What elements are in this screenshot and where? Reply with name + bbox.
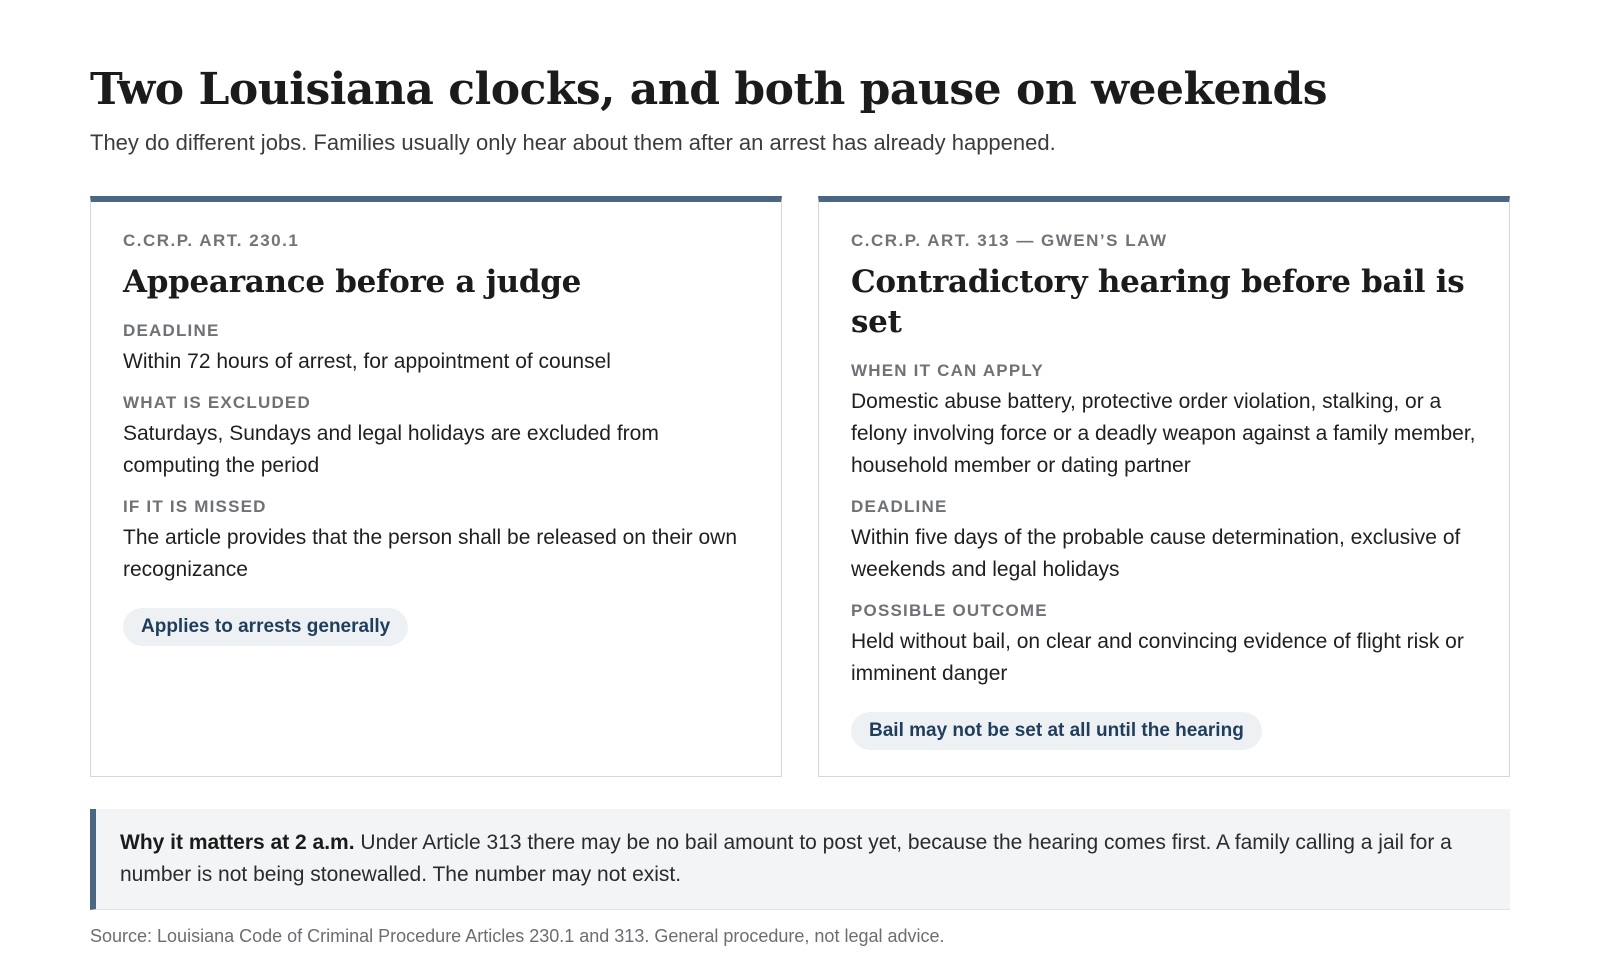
card-art-313 (818, 196, 1510, 777)
section-value-outcome: Held without bail, on clear and convincing evidence of flight risk or imminent danger (851, 630, 1464, 685)
cards-row (90, 196, 1510, 777)
section-label-deadline: DEADLINE (123, 321, 220, 340)
why-it-matters-callout (90, 809, 1510, 910)
section-label-excluded: WHAT IS EXCLUDED (123, 393, 311, 412)
card-kicker: C.CR.P. ART. 313 — GWEN’S LAW (851, 231, 1168, 250)
section-label-when: WHEN IT CAN APPLY (851, 361, 1044, 380)
card-title: Contradictory hearing before bail is set (851, 264, 1465, 340)
section-label-deadline: DEADLINE (851, 497, 948, 516)
section-value-missed: The article provides that the person shall be released on their own recognizance (123, 526, 738, 581)
section-value-when: Domestic abuse battery, protective order violation, stalking, or a felony involving force or a deadly weapon against a family member, household member or dating partner (851, 390, 1476, 477)
source-note: Source: Louisiana Code of Criminal Procedure Articles 230.1 and 313. General procedure, not legal advice. (90, 926, 945, 946)
scope-badge: Bail may not be set at all until the hearing (851, 712, 1262, 750)
scope-badge: Applies to arrests generally (123, 608, 408, 646)
section-value-excluded: Saturdays, Sundays and legal holidays are excluded from computing the period (123, 422, 659, 477)
card-kicker: C.CR.P. ART. 230.1 (123, 231, 300, 250)
page-title: Two Louisiana clocks, and both pause on weekends (90, 64, 1328, 115)
callout-lead: Why it matters at 2 a.m. (120, 831, 355, 854)
section-label-missed: IF IT IS MISSED (123, 497, 267, 516)
card-art-230-1 (90, 196, 782, 777)
section-value-deadline: Within five days of the probable cause determination, exclusive of weekends and legal holidays (851, 526, 1461, 581)
card-title: Appearance before a judge (123, 264, 582, 300)
subtitle: They do different jobs. Families usually only hear about them after an arrest has already happened. (90, 130, 1056, 155)
section-label-outcome: POSSIBLE OUTCOME (851, 601, 1048, 620)
callout-text: Under Article 313 there may be no bail amount to post yet, because the hearing comes first. A family calling a jail for a number is not being stonewalled. The number may not exist. (120, 831, 1452, 886)
section-value-deadline: Within 72 hours of arrest, for appointment of counsel (123, 350, 611, 373)
